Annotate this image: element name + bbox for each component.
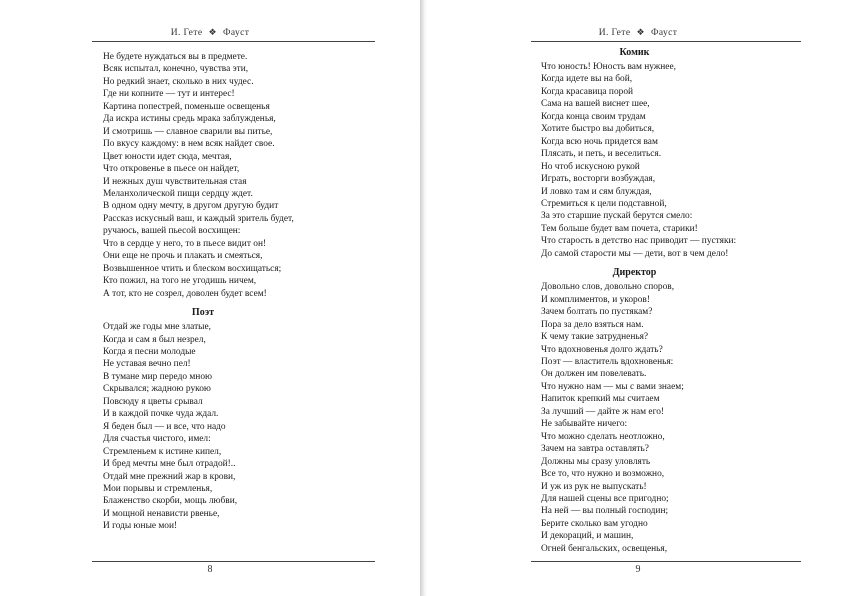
right-text-block [541, 46, 811, 555]
verse-line: А тот, кто не созрел, доволен будет всем! [103, 288, 267, 299]
verse-line: Рассказ искусный ваш, и каждый зритель будет, [103, 213, 294, 224]
right-stanza-2 [541, 281, 811, 555]
verse-line: Не забывайте ничего: [541, 419, 628, 430]
running-head-author: И. Гете [598, 28, 631, 38]
verse-line: Играть, восторги возбуждая, [541, 174, 656, 185]
verse-line: К чему такие затрудненья? [541, 332, 649, 343]
verse-line: Когда и сам я был незрел, [103, 334, 206, 345]
header-rule [92, 41, 375, 42]
footer-rule [92, 561, 375, 562]
left-stanza-1 [103, 51, 373, 300]
verse-line: Картина попестрей, поменьше освещенья [103, 101, 270, 112]
verse-line: Что вдохновенья долго ждать? [541, 344, 663, 355]
running-head [0, 27, 420, 38]
verse-line: И декораций, и машин, [541, 531, 634, 542]
verse-line: И мощной ненависти рвенье, [103, 508, 220, 519]
verse-line: Где ни копните — тут и интерес! [103, 89, 235, 100]
verse-line: Отдай мне прежний жар в крови, [103, 471, 236, 482]
verse-line: Когда идете вы на бой, [541, 74, 633, 85]
verse-line: И смотришь — славное сварили вы питье, [103, 126, 273, 137]
speaker-heading: Директор [612, 267, 657, 279]
speaker-heading: Комик [619, 47, 650, 58]
verse-line: Стремленьем к истине кипел, [103, 446, 222, 457]
left-text-block [103, 51, 373, 533]
verse-line: Что юность! Юность вам нужнее, [541, 62, 676, 72]
verse-line: Зачем на завтра оставлять? [541, 444, 649, 455]
verse-line: Они еще не прочь и плакать и смеяться, [103, 251, 263, 262]
verse-line: Не будете нуждаться вы в предмете. [103, 52, 248, 62]
verse-line: По вкусу каждому: в нем всяк найдет свое. [103, 139, 275, 150]
verse-line: И в каждой почке чуда ждал. [103, 409, 219, 420]
running-head-title: Фауст [222, 28, 250, 38]
right-page [427, 0, 849, 596]
verse-line: Поэт — властитель вдохновенья: [541, 356, 674, 367]
header-rule [531, 41, 801, 42]
footer-rule [531, 561, 801, 562]
ornament-separator-icon: ❖ [636, 27, 645, 37]
verse-line: И комплиментов, и укоров! [541, 294, 650, 305]
verse-line: Меланхолической пищи сердцу ждет. [103, 188, 253, 199]
right-stanza-1 [541, 61, 811, 260]
verse-line: И нежных душ чувствительная стая [103, 176, 247, 187]
verse-line: Что старость в детство нас приводит — пустяки: [541, 236, 737, 247]
verse-line: И годы юные мои! [103, 521, 178, 532]
verse-line: Всяк испытал, конечно, чувства эти, [103, 64, 249, 75]
verse-line: Когда всю ночь придется вам [541, 136, 658, 147]
verse-line: Все то, что нужно и возможно, [541, 469, 665, 480]
verse-line: Он должен им повелевать. [541, 369, 647, 380]
verse-line: Когда красавица порой [541, 86, 634, 97]
page-number: 8 [207, 564, 213, 575]
verse-line: Отдай же годы мне златые, [103, 322, 211, 333]
verse-line: Что в сердце у него, то в пьесе видит он! [103, 238, 267, 249]
verse-line: Довольно слов, довольно споров, [541, 282, 675, 293]
verse-line: Не уставая вечно пел! [103, 359, 191, 370]
ornament-separator-icon: ❖ [208, 27, 217, 37]
verse-line: Когда я песни молодые [103, 346, 196, 357]
verse-line: Возвышенное чтить и блеском восхищаться; [103, 263, 282, 274]
running-head [427, 27, 849, 38]
verse-line: За лучший — дайте ж нам его! [541, 406, 665, 417]
verse-line: Да искра истины средь мрака заблужденья, [103, 114, 276, 125]
verse-line: Огней бенгальских, освещенья, [541, 543, 668, 554]
verse-line: Но чтоб искусною рукой [541, 161, 640, 172]
verse-line: За это старшие пускай берутся смело: [541, 211, 693, 222]
page-number: 9 [635, 564, 641, 575]
verse-line: Стремиться к цели подставной, [541, 198, 667, 209]
verse-line: Скрывался; жадною рукою [103, 384, 211, 395]
verse-line: Тем больше будет вам почета, старики! [541, 223, 698, 234]
verse-line: Кто пожил, на того не угодишь ничем, [103, 276, 257, 287]
verse-line: До самой старости мы — дети, вот в чем дело! [541, 248, 729, 259]
verse-line: В тумане мир передо мною [103, 371, 213, 382]
verse-line: И ловко там и сям блуждая, [541, 186, 652, 197]
left-stanza-2 [103, 321, 373, 533]
verse-line: Для нашей сцены все пригодно; [541, 493, 669, 504]
verse-line: Что нужно нам — мы с вами знаем; [541, 381, 684, 392]
verse-line: Цвет юности идет сюда, мечтая, [103, 151, 232, 162]
verse-line: Зачем болтать по пустякам? [541, 307, 653, 318]
verse-line: Когда конца своим трудам [541, 111, 646, 122]
book-gutter [420, 0, 427, 596]
verse-line: ручаюсь, вашей пьесой восхищен: [103, 226, 241, 237]
verse-line: Хотите быстро вы добиться, [541, 124, 655, 135]
verse-line: Сама на вашей виснет шее, [541, 99, 650, 110]
verse-line: Пора за дело взяться нам. [541, 319, 644, 330]
verse-line: Повсюду я цветы срывал [103, 396, 203, 407]
verse-line: Должны мы сразу уловлять [541, 456, 651, 467]
verse-line: Но редкий знает, сколько в них чудес. [103, 76, 254, 87]
verse-line: Берите сколько вам угодно [541, 518, 648, 529]
verse-line: Напиток крепкий мы считаем [541, 394, 660, 405]
verse-line: Мои порывы и стремленья, [103, 483, 213, 494]
verse-line: И уж из рук не выпускать! [541, 481, 647, 492]
verse-line: Для счастья чистого, имел: [103, 434, 211, 445]
verse-line: Что откровенье в пьесе он найдет, [103, 164, 240, 175]
verse-line: Плясать, и петь, и веселиться. [541, 149, 662, 160]
running-head-title: Фауст [650, 28, 678, 38]
verse-line: Я беден был — и все, что надо [103, 421, 226, 432]
speaker-heading: Поэт [191, 307, 215, 319]
verse-line: И бред мечты мне был отрадой!.. [103, 459, 236, 470]
verse-line: Блаженство скорби, мощь любви, [103, 496, 238, 507]
verse-line: На ней — вы полный господин; [541, 506, 669, 517]
verse-line: Что можно сделать неотложно, [541, 431, 665, 442]
running-head-author: И. Гете [170, 28, 203, 38]
verse-line: В одном одну мечту, в другом другую будит [103, 201, 279, 212]
left-page [0, 0, 420, 596]
